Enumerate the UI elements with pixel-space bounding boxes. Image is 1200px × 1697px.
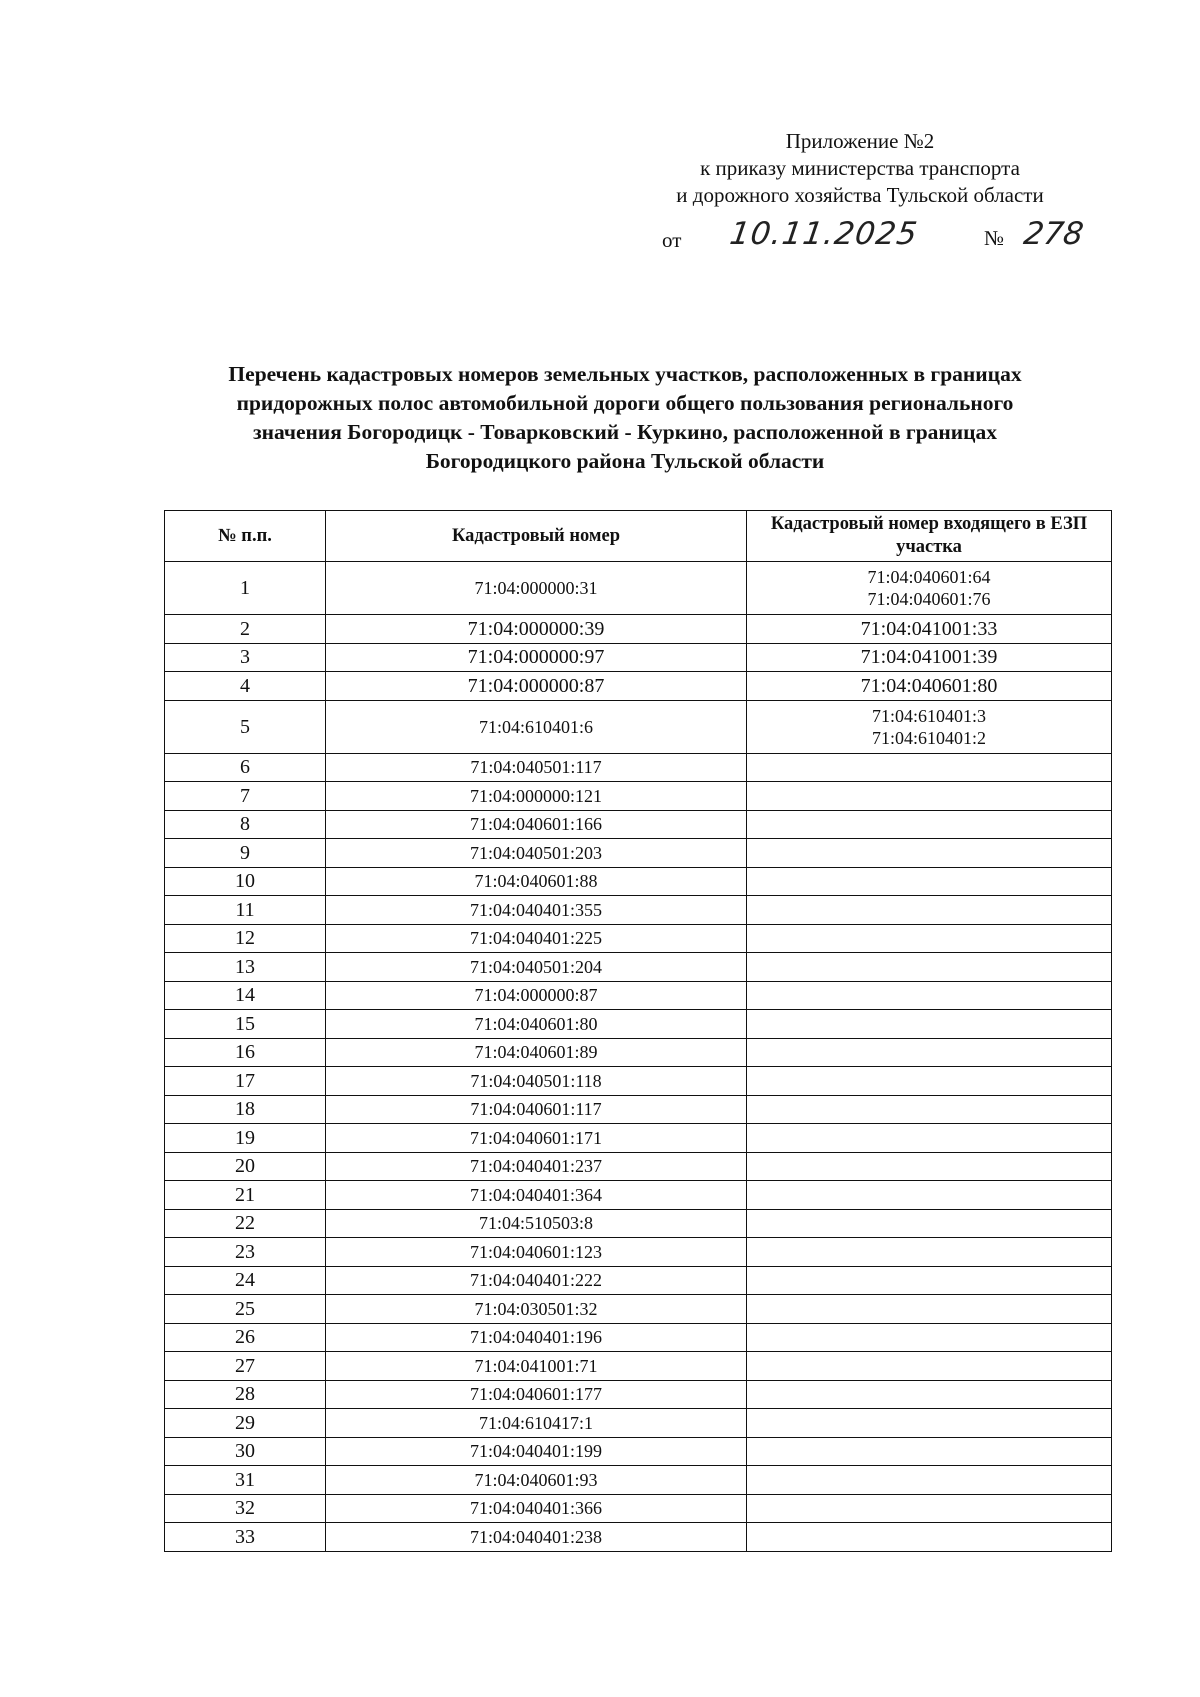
table-row bbox=[165, 1466, 1112, 1495]
table-row bbox=[165, 1266, 1112, 1295]
row-number: 27 bbox=[165, 1352, 326, 1381]
row-ezp-number bbox=[747, 953, 1112, 982]
document-title bbox=[160, 360, 1090, 476]
row-ezp-number bbox=[747, 782, 1112, 811]
ezp-number-1: 71:04:040601:64 bbox=[867, 567, 991, 587]
row-ezp-number bbox=[747, 1323, 1112, 1352]
row-number: 19 bbox=[165, 1124, 326, 1153]
row-ezp-number bbox=[747, 1494, 1112, 1523]
date-label: от bbox=[662, 228, 682, 252]
row-ezp-number bbox=[747, 1152, 1112, 1181]
table-row bbox=[165, 839, 1112, 868]
table-row bbox=[165, 1209, 1112, 1238]
table-row bbox=[165, 1067, 1112, 1096]
row-cadastral-number: 71:04:040601:166 bbox=[326, 810, 747, 839]
row-cadastral-number: 71:04:040501:203 bbox=[326, 839, 747, 868]
table-row bbox=[165, 1181, 1112, 1210]
table-row bbox=[165, 896, 1112, 925]
row-cadastral-number: 71:04:040601:123 bbox=[326, 1238, 747, 1267]
row-number: 25 bbox=[165, 1295, 326, 1324]
row-number: 9 bbox=[165, 839, 326, 868]
row-cadastral-number: 71:04:040601:88 bbox=[326, 867, 747, 896]
row-cadastral-number: 71:04:510503:8 bbox=[326, 1209, 747, 1238]
title-line-1: Перечень кадастровых номеров земельных участков, расположенных в границах bbox=[228, 362, 1022, 386]
table-row bbox=[165, 1494, 1112, 1523]
row-cadastral-number: 71:04:000000:87 bbox=[326, 981, 747, 1010]
row-number: 13 bbox=[165, 953, 326, 982]
title-line-2: придорожных полос автомобильной дороги общего пользования регионального bbox=[236, 391, 1014, 415]
row-ezp-number bbox=[747, 643, 1112, 672]
table-row bbox=[165, 1238, 1112, 1267]
header-cadastral: Кадастровый номер bbox=[326, 511, 747, 562]
row-ezp-number bbox=[747, 1181, 1112, 1210]
row-cadastral-number: 71:04:000000:31 bbox=[326, 562, 747, 615]
row-number: 26 bbox=[165, 1323, 326, 1352]
table-row bbox=[165, 810, 1112, 839]
row-ezp-number bbox=[747, 1466, 1112, 1495]
row-cadastral-number: 71:04:000000:87 bbox=[326, 672, 747, 701]
row-cadastral-number: 71:04:040401:364 bbox=[326, 1181, 747, 1210]
row-cadastral-number: 71:04:040601:171 bbox=[326, 1124, 747, 1153]
row-cadastral-number: 71:04:040401:238 bbox=[326, 1523, 747, 1552]
row-ezp-number bbox=[747, 562, 1112, 615]
row-ezp-number bbox=[747, 1095, 1112, 1124]
row-cadastral-number: 71:04:040401:199 bbox=[326, 1437, 747, 1466]
table-row bbox=[165, 700, 1112, 753]
number-label: № bbox=[984, 226, 1005, 250]
table-row bbox=[165, 1295, 1112, 1324]
row-ezp-number bbox=[747, 1266, 1112, 1295]
row-cadastral-number: 71:04:041001:71 bbox=[326, 1352, 747, 1381]
row-cadastral-number: 71:04:000000:39 bbox=[326, 615, 747, 644]
ezp-number-1: 71:04:610401:3 bbox=[871, 705, 986, 726]
row-ezp-number bbox=[747, 615, 1112, 644]
row-ezp-number bbox=[747, 1523, 1112, 1552]
row-cadastral-number: 71:04:040501:117 bbox=[326, 753, 747, 782]
handwritten-number: 278 bbox=[1021, 216, 1086, 252]
table-row bbox=[165, 1437, 1112, 1466]
table-row bbox=[165, 753, 1112, 782]
row-number: 32 bbox=[165, 1494, 326, 1523]
row-number: 5 bbox=[165, 700, 326, 753]
row-ezp-number bbox=[747, 1409, 1112, 1438]
row-cadastral-number: 71:04:040501:204 bbox=[326, 953, 747, 982]
row-cadastral-number: 71:04:040401:196 bbox=[326, 1323, 747, 1352]
row-cadastral-number: 71:04:040601:117 bbox=[326, 1095, 747, 1124]
appendix-title: Приложение №2 bbox=[785, 129, 935, 153]
row-cadastral-number: 71:04:030501:32 bbox=[326, 1295, 747, 1324]
row-number: 21 bbox=[165, 1181, 326, 1210]
row-number: 7 bbox=[165, 782, 326, 811]
title-line-4: Богородицкого района Тульской области bbox=[425, 449, 825, 473]
row-ezp-number bbox=[747, 810, 1112, 839]
row-cadastral-number: 71:04:040601:89 bbox=[326, 1038, 747, 1067]
row-number: 10 bbox=[165, 867, 326, 896]
row-ezp-number bbox=[747, 1437, 1112, 1466]
ezp-number-1: 71:04:041001:33 bbox=[860, 617, 998, 640]
table-row bbox=[165, 782, 1112, 811]
row-number: 14 bbox=[165, 981, 326, 1010]
row-ezp-number bbox=[747, 1124, 1112, 1153]
header-number: № п.п. bbox=[165, 511, 326, 562]
row-number: 12 bbox=[165, 924, 326, 953]
table-body bbox=[165, 562, 1112, 1552]
row-cadastral-number: 71:04:040501:118 bbox=[326, 1067, 747, 1096]
row-ezp-number bbox=[747, 1352, 1112, 1381]
table-row bbox=[165, 867, 1112, 896]
table-row bbox=[165, 981, 1112, 1010]
row-ezp-number bbox=[747, 896, 1112, 925]
row-number: 16 bbox=[165, 1038, 326, 1067]
table-row bbox=[165, 1323, 1112, 1352]
row-number: 33 bbox=[165, 1523, 326, 1552]
row-number: 11 bbox=[165, 896, 326, 925]
row-ezp-number bbox=[747, 981, 1112, 1010]
row-number: 4 bbox=[165, 672, 326, 701]
row-cadastral-number: 71:04:040401:225 bbox=[326, 924, 747, 953]
row-number: 8 bbox=[165, 810, 326, 839]
row-cadastral-number: 71:04:610401:6 bbox=[326, 700, 747, 753]
table-row bbox=[165, 953, 1112, 982]
row-number: 1 bbox=[165, 562, 326, 615]
row-ezp-number bbox=[747, 1038, 1112, 1067]
appendix-order-ref: к приказу министерства транспорта bbox=[700, 156, 1020, 180]
row-ezp-number bbox=[747, 700, 1112, 753]
table-row bbox=[165, 672, 1112, 701]
row-ezp-number bbox=[747, 672, 1112, 701]
row-cadastral-number: 71:04:040401:237 bbox=[326, 1152, 747, 1181]
table-row bbox=[165, 1124, 1112, 1153]
row-cadastral-number: 71:04:040401:366 bbox=[326, 1494, 747, 1523]
row-number: 2 bbox=[165, 615, 326, 644]
row-cadastral-number: 71:04:610417:1 bbox=[326, 1409, 747, 1438]
table-row bbox=[165, 1523, 1112, 1552]
ezp-number-1: 71:04:041001:39 bbox=[860, 646, 998, 669]
order-date-number bbox=[652, 216, 1122, 256]
ezp-number-1: 71:04:040601:80 bbox=[860, 674, 998, 697]
row-number: 24 bbox=[165, 1266, 326, 1295]
row-number: 6 bbox=[165, 753, 326, 782]
row-ezp-number bbox=[747, 753, 1112, 782]
row-ezp-number bbox=[747, 1238, 1112, 1267]
row-ezp-number bbox=[747, 1380, 1112, 1409]
row-number: 28 bbox=[165, 1380, 326, 1409]
header-ezp: Кадастровый номер входящего в ЕЗП участка bbox=[747, 511, 1112, 562]
appendix-ministry: и дорожного хозяйства Тульской области bbox=[676, 183, 1044, 207]
row-cadastral-number: 71:04:040601:177 bbox=[326, 1380, 747, 1409]
title-line-3: значения Богородицк - Товарковский - Куркино, расположенной в границах bbox=[252, 420, 998, 444]
row-number: 31 bbox=[165, 1466, 326, 1495]
table-row bbox=[165, 1380, 1112, 1409]
row-number: 17 bbox=[165, 1067, 326, 1096]
row-cadastral-number: 71:04:040401:355 bbox=[326, 896, 747, 925]
table-row bbox=[165, 562, 1112, 615]
row-number: 23 bbox=[165, 1238, 326, 1267]
row-number: 18 bbox=[165, 1095, 326, 1124]
appendix-header bbox=[600, 128, 1120, 209]
handwritten-date: 10.11.2025 bbox=[727, 216, 921, 252]
row-ezp-number bbox=[747, 867, 1112, 896]
row-number: 15 bbox=[165, 1010, 326, 1039]
row-ezp-number bbox=[747, 924, 1112, 953]
table-row bbox=[165, 615, 1112, 644]
row-ezp-number bbox=[747, 1209, 1112, 1238]
table-row bbox=[165, 1010, 1112, 1039]
table-row bbox=[165, 1038, 1112, 1067]
table-header-row bbox=[165, 511, 1112, 562]
table-row bbox=[165, 1095, 1112, 1124]
cadastral-table bbox=[164, 510, 1112, 1552]
row-ezp-number bbox=[747, 1295, 1112, 1324]
row-cadastral-number: 71:04:040601:93 bbox=[326, 1466, 747, 1495]
row-number: 20 bbox=[165, 1152, 326, 1181]
row-ezp-number bbox=[747, 1067, 1112, 1096]
row-number: 30 bbox=[165, 1437, 326, 1466]
row-number: 29 bbox=[165, 1409, 326, 1438]
table-row bbox=[165, 643, 1112, 672]
row-number: 3 bbox=[165, 643, 326, 672]
table-row bbox=[165, 1352, 1112, 1381]
ezp-number-2: 71:04:040601:76 bbox=[867, 589, 991, 609]
table-row bbox=[165, 1152, 1112, 1181]
row-ezp-number bbox=[747, 1010, 1112, 1039]
row-number: 22 bbox=[165, 1209, 326, 1238]
row-ezp-number bbox=[747, 839, 1112, 868]
row-cadastral-number: 71:04:000000:97 bbox=[326, 643, 747, 672]
table-row bbox=[165, 1409, 1112, 1438]
row-cadastral-number: 71:04:040401:222 bbox=[326, 1266, 747, 1295]
table-row bbox=[165, 924, 1112, 953]
row-cadastral-number: 71:04:040601:80 bbox=[326, 1010, 747, 1039]
row-cadastral-number: 71:04:000000:121 bbox=[326, 782, 747, 811]
ezp-number-2: 71:04:610401:2 bbox=[871, 727, 986, 748]
